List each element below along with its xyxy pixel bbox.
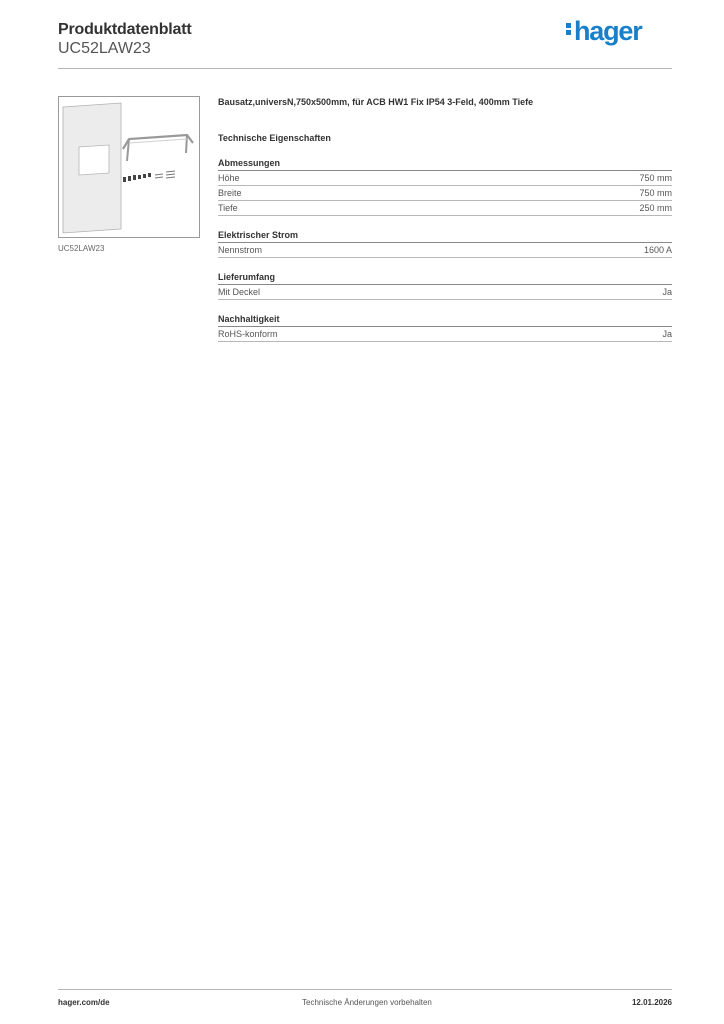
property-value: Ja bbox=[662, 329, 672, 339]
footer-divider bbox=[58, 989, 672, 990]
property-label: Mit Deckel bbox=[218, 287, 261, 297]
property-label: Höhe bbox=[218, 173, 240, 183]
property-value: 1600 A bbox=[643, 245, 672, 255]
footer-notice: Technische Änderungen vorbehalten bbox=[302, 998, 432, 1007]
section-title: Abmessungen bbox=[218, 157, 672, 171]
header-divider bbox=[58, 68, 672, 69]
property-label: RoHS-konform bbox=[218, 329, 278, 339]
section-title: Nachhaltigkeit bbox=[218, 313, 672, 327]
section-title: Lieferumfang bbox=[218, 271, 672, 285]
property-row bbox=[218, 171, 672, 186]
footer-date: 12.01.2026 bbox=[631, 998, 672, 1007]
footer-website-link[interactable]: hager.com/de bbox=[58, 998, 110, 1007]
property-row bbox=[218, 327, 672, 342]
product-illustration bbox=[59, 97, 199, 237]
product-details bbox=[218, 96, 672, 342]
properties-heading: Technische Eigenschaften bbox=[218, 133, 331, 143]
property-label: Tiefe bbox=[218, 203, 238, 213]
section-sustainability bbox=[218, 313, 672, 342]
page-title: Produktdatenblatt bbox=[58, 21, 192, 38]
section-electrical bbox=[218, 229, 672, 258]
image-caption: UC52LAW23 bbox=[58, 244, 105, 253]
section-dimensions bbox=[218, 157, 672, 216]
section-title: Elektrischer Strom bbox=[218, 229, 672, 243]
property-row bbox=[218, 186, 672, 201]
property-label: Breite bbox=[218, 188, 242, 198]
property-value: 250 mm bbox=[639, 203, 672, 213]
property-label: Nennstrom bbox=[218, 245, 263, 255]
property-value: Ja bbox=[662, 287, 672, 297]
property-row bbox=[218, 285, 672, 300]
property-row bbox=[218, 243, 672, 258]
property-value: 750 mm bbox=[639, 188, 672, 198]
logo-text: hager bbox=[574, 16, 642, 46]
product-description: Bausatz,universN,750x500mm, für ACB HW1 Fix IP54 3-Feld, 400mm Tiefe bbox=[218, 97, 534, 107]
property-value: 750 mm bbox=[639, 173, 672, 183]
hager-logo bbox=[566, 16, 642, 46]
product-code: UC52LAW23 bbox=[58, 40, 151, 57]
logo-colon-icon bbox=[566, 21, 572, 37]
section-scope-of-delivery bbox=[218, 271, 672, 300]
product-image bbox=[58, 96, 200, 238]
property-row bbox=[218, 201, 672, 216]
document-header bbox=[58, 20, 192, 58]
